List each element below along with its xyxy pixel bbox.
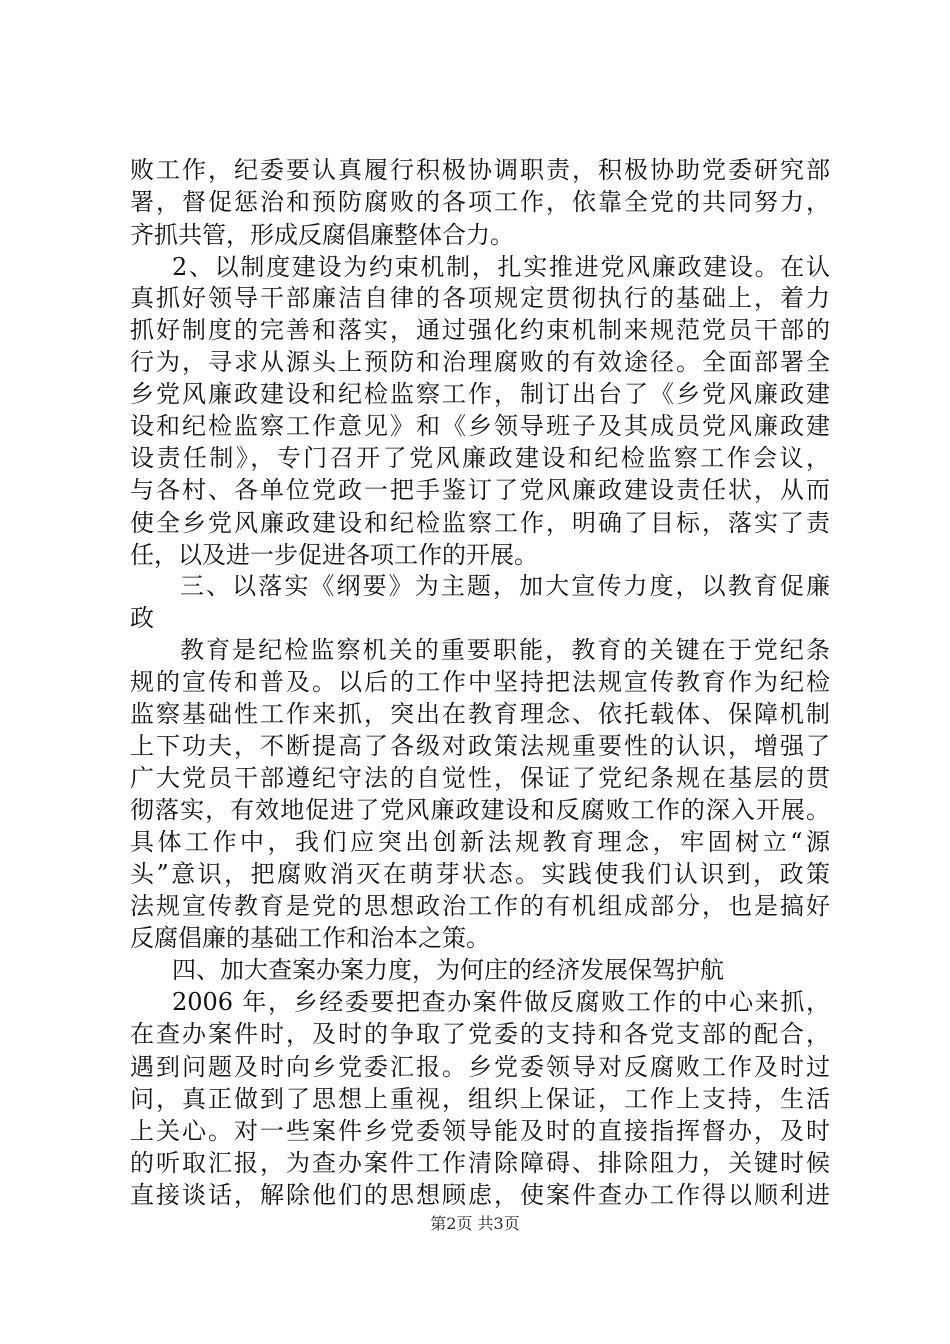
text-line: 政: [130, 604, 154, 632]
text-line: 直接谈话，解除他们的思想顾虑，使案件查办工作得以顺利进: [130, 1181, 830, 1209]
text-line: 遇到问题及时向乡党委汇报。乡党委领导对反腐败工作及时过: [130, 1053, 830, 1081]
text-line: 2、以制度建设为约束机制，扎实推进党风廉政建设。在认: [172, 253, 830, 281]
page-footer: 第2页 共3页: [430, 1214, 520, 1233]
text-line: 监察基础性工作来抓，突出在教育理念、依托载体、保障机制: [130, 700, 830, 728]
text-line: 反腐倡廉的基础工作和治本之策。: [130, 924, 490, 952]
text-line: 使全乡党风廉政建设和纪检监察工作，明确了目标，落实了责: [130, 509, 830, 537]
text-line: 设和纪检监察工作意见》和《乡领导班子及其成员党风廉政建: [130, 412, 830, 440]
text-line: 齐抓共管，形成反腐倡廉整体合力。: [130, 221, 514, 249]
text-line: 真抓好领导干部廉洁自律的各项规定贯彻执行的基础上，着力: [130, 284, 830, 312]
text-line: 败工作，纪委要认真履行积极协调职责，积极协助党委研究部: [130, 156, 830, 184]
text-line: 彻落实，有效地促进了党风廉政建设和反腐败工作的深入开展。: [130, 796, 830, 824]
text-line: 三、以落实《纲要》为主题，加大宣传力度，以教育促廉: [180, 572, 830, 600]
text-line: 行为，寻求从源头上预防和治理腐败的有效途径。全面部署全: [130, 348, 830, 376]
text-line: 问，真正做到了思想上重视，组织上保证，工作上支持，生活: [130, 1085, 830, 1113]
text-line: 教育是纪检监察机关的重要职能，教育的关键在于党纪条: [180, 636, 830, 664]
text-line: 2006 年，乡经委要把查办案件做反腐败工作的中心来抓，: [172, 988, 830, 1016]
text-line: 广大党员干部遵纪守法的自觉性，保证了党纪条规在基层的贯: [130, 764, 830, 792]
text-line: 法规宣传教育是党的思想政治工作的有机组成部分，也是搞好: [130, 892, 830, 920]
text-line: 规的宣传和普及。以后的工作中坚持把法规宣传教育作为纪检: [130, 668, 830, 696]
text-line: 的听取汇报，为查办案件工作清除障碍、排除阻力，关键时候: [130, 1149, 830, 1177]
text-line: 署，督促惩治和预防腐败的各项工作，依靠全党的共同努力，: [130, 188, 830, 216]
text-line: 任，以及进一步促进各项工作的开展。: [130, 541, 538, 569]
text-line: 上下功夫，不断提高了各级对政策法规重要性的认识，增强了: [130, 732, 830, 760]
text-line: 与各村、各单位党政一把手鉴订了党风廉政建设责任状，从而: [130, 476, 830, 504]
text-line: 具体工作中，我们应突出创新法规教育理念，牢固树立“源: [130, 828, 830, 856]
text-line: 四、加大查案办案力度，为何庄的经济发展保驾护航: [172, 956, 724, 984]
text-line: 抓好制度的完善和落实，通过强化约束机制来规范党员干部的: [130, 316, 830, 344]
text-line: 乡党风廉政建设和纪检监察工作，制订出台了《乡党风廉政建: [130, 380, 830, 408]
text-line: 设责任制》，专门召开了党风廉政建设和纪检监察工作会议，: [130, 444, 830, 472]
text-line: 头”意识，把腐败消灭在萌芽状态。实践使我们认识到，政策: [130, 860, 830, 888]
text-line: 上关心。对一些案件乡党委领导能及时的直接指挥督办，及时: [130, 1117, 830, 1145]
text-line: 在查办案件时，及时的争取了党委的支持和各党支部的配合，: [130, 1020, 830, 1048]
